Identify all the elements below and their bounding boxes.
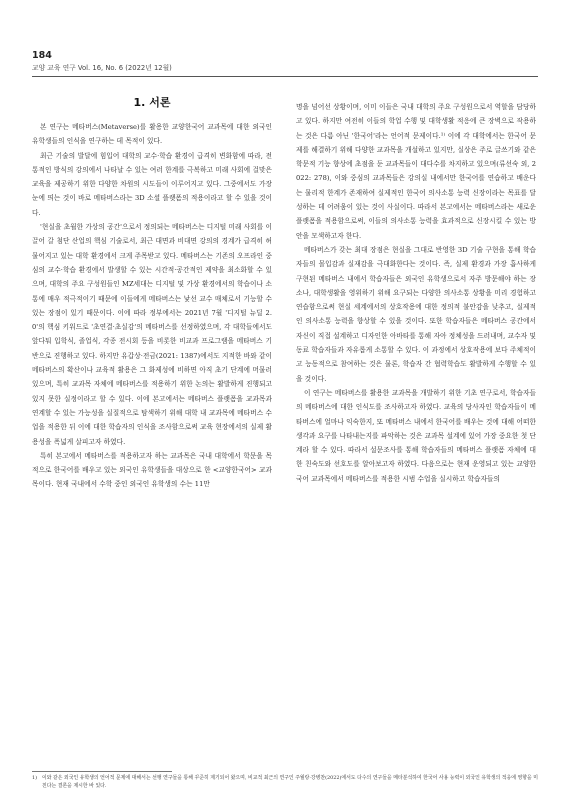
paragraph: 최근 기술의 발달에 힘입어 대학의 교수·학습 환경이 급격히 변화함에 따라, 전통적인 방식의 강의에서 나타날 수 있는 여러 한계를 극복하고 미래 사회에 걸맞은 교육을 제공하기 위한 다양한 차원의 시도들이 이루어지고 있다. 그중에서도 가장 눈에 띄는 것이 바로 메타버스라는 3D 소셜 플랫폼의 적용이라고 할 수 있을 것이다. <box>32 151 272 217</box>
running-header <box>32 50 538 73</box>
section-title: 1. 서론 <box>133 96 171 109</box>
paragraph: 본 연구는 메타버스(Metaverse)를 활용한 교양한국어 교과목에 대한 외국인 유학생들의 인식을 연구하는 데 목적이 있다. <box>32 123 272 146</box>
paragraph: '현실을 초월한 가상의 공간'으로서 정의되는 메타버스는 디지털 미래 사회를 이끌어 갈 첨단 산업의 핵심 기술로서, 최근 대면과 비대면 강의의 경계가 급격히 허물어지고 있는 대학 환경에서 크게 주목받고 있다. 메타버스는 기존의 오프라인 중심의 교수·학습 환경에서 발생할 수 있는 시간적·공간적인 제약을 최소화할 수 있으며, 대학의 주요 구성원들인 MZ세대는 디지털 및 가상 환경에서의 학습이나 소통에 매우 적극적이기 때문에 이들에게 메타버스는 낯선 교수 매체로서 기능할 수 있는 장점이 있기 때문이다. 이에 따라 정부에서는 2021년 7월 '디지털 뉴딜 2.0'의 핵심 키워드로 '초연결·초실감'의 메타버스를 선정하였으며, 각 대학들에서도 앞다퉈 입학식, 졸업식, 각종 전시회 등을 비롯한 비교과 프로그램을 메타버스 기반으로 진행하고 있다. 하지만 유갑상·전금(2021: 1387)에서도 지적한 바와 같이 메타버스의 확산이나 교육적 활용은 그 화제성에 비하면 아직 초기 단계에 머물러 있으며, 특히 교과목 자체에 메타버스를 적용하기 위한 논의는 활발하게 진행되고 있지 못한 실정이라고 할 수 있다. 이에 본고에서는 메타버스 플랫폼을 교과목과 연계할 수 있는 가능성을 실질적으로 탐색하기 위해 대학 내 교과목에 메타버스 수업을 적용한 뒤 이에 대한 학습자의 인식을 조사함으로써 교육 현장에서의 실제 활용성을 폭넓게 살피고자 하였다. <box>32 223 272 446</box>
paragraph: 이 연구는 메타버스를 활용한 교과목을 개발하기 위한 기초 연구로서, 학습자들의 메타버스에 대한 인식도를 조사하고자 하였다. 교육의 당사자인 학습자들이 메타버스에 얼마나 익숙한지, 또 메타버스 내에서 한국어를 배우는 것에 대해 어떠한 생각과 요구를 나타내는지를 파악하는 것은 교과목 설계에 있어 가장 중요한 첫 단계라 할 수 있다. 따라서 설문조사를 통해 학습자들의 메타버스 플랫폼 자체에 대한 친숙도와 선호도를 알아보고자 하였다. 다음으로는 현재 운영되고 있는 교양한국어 교과목에서 메타버스를 적용한 시범 수업을 실시하고 학습자들의 <box>296 388 536 483</box>
footnote <box>32 774 538 790</box>
page-number: 184 <box>32 50 52 61</box>
left-column <box>32 94 272 492</box>
journal-info: 교양 교육 연구 Vol. 16, No. 6 (2022년 12월) <box>32 64 172 72</box>
paragraph: 특히 본고에서 메타버스를 적용하고자 하는 교과목은 국내 대학에서 학문을 목적으로 한국어를 배우고 있는 외국인 유학생들을 대상으로 한 <교양한국어> 교과목이다. 현재 국내에서 수학 중인 외국인 유학생의 수는 11만 <box>32 451 272 489</box>
paragraph: 메타버스가 갖는 최대 장점은 현실을 그대로 반영한 3D 기술 구현을 통해 학습자들의 몰입감과 실재감을 극대화한다는 것이다. 즉, 실제 환경과 가장 흡사하게 구현된 메타버스 내에서 학습자들은 외국인 유학생으로서 자주 방문해야 하는 장소나, 대학생활을 영위하기 위해 요구되는 다양한 의사소통 상황을 미리 경험하고 연습함으로써 현실 세계에서의 상호작용에 대한 정의적 불안감을 낮추고, 실제적인 의사소통 능력을 향상할 수 있을 것이다. 또한 학습자들은 메타버스 공간에서 자신이 직접 설계하고 디자인한 아바타를 통해 자아 정체성을 드러내며, 교수자 및 동료 학습자들과 자유롭게 소통할 수 있다. 이 과정에서 상호작용에 보다 주체적이고 능동적으로 참여하는 것은 물론, 학습자 간 협력학습도 활발하게 수행할 수 있을 것이다. <box>296 245 536 383</box>
footnote-text: 이와 같은 외국인 유학생의 언어적 문제에 대해서는 선행 연구들을 통해 꾸준히 제기되어 왔으며, 비교적 최근의 연구인 주월랑·강병찬(2022)에서도 다수의 연구들을 메타분석하여 한국어 사용 능력이 외국인 유학생의 적응에 영향을 미친다는 결론을 제시한 바 있다. <box>42 775 538 789</box>
footnote-mark: 1) <box>32 775 38 781</box>
paragraph: 명을 넘어선 상황이며, 이미 이들은 국내 대학의 주요 구성원으로서 역할을 담당하고 있다. 하지만 여전히 이들의 학업 수행 및 대학생활 적응에 큰 장벽으로 작용하는 것은 다름 아닌 '한국어'라는 언어적 문제이다.¹⁾ 이에 각 대학에서는 한국어 문제를 해결하기 위해 다양한 교과목을 개설하고 있지만, 실상은 주로 글쓰기와 같은 학문적 기능 향상에 초점을 둔 교과목들이 대다수를 차지하고 있으며(류선숙 외, 2022: 278), 이와 중심의 교과목들은 강의실 내에서만 한국어를 연습하고 배운다는 물리적 한계가 존재하여 실제적인 한국어 의사소통 능력 신장이라는 목표를 달성하는 데 어려움이 있는 것이 사실이다. 따라서 본고에서는 메타버스라는 새로운 플랫폼을 적용함으로써, 이들의 의사소통 능력을 효과적으로 신장시킬 수 있는 방안을 모색하고자 한다. <box>296 103 536 240</box>
header-divider <box>32 76 538 77</box>
right-column <box>296 100 536 486</box>
footnote-divider <box>32 771 172 772</box>
